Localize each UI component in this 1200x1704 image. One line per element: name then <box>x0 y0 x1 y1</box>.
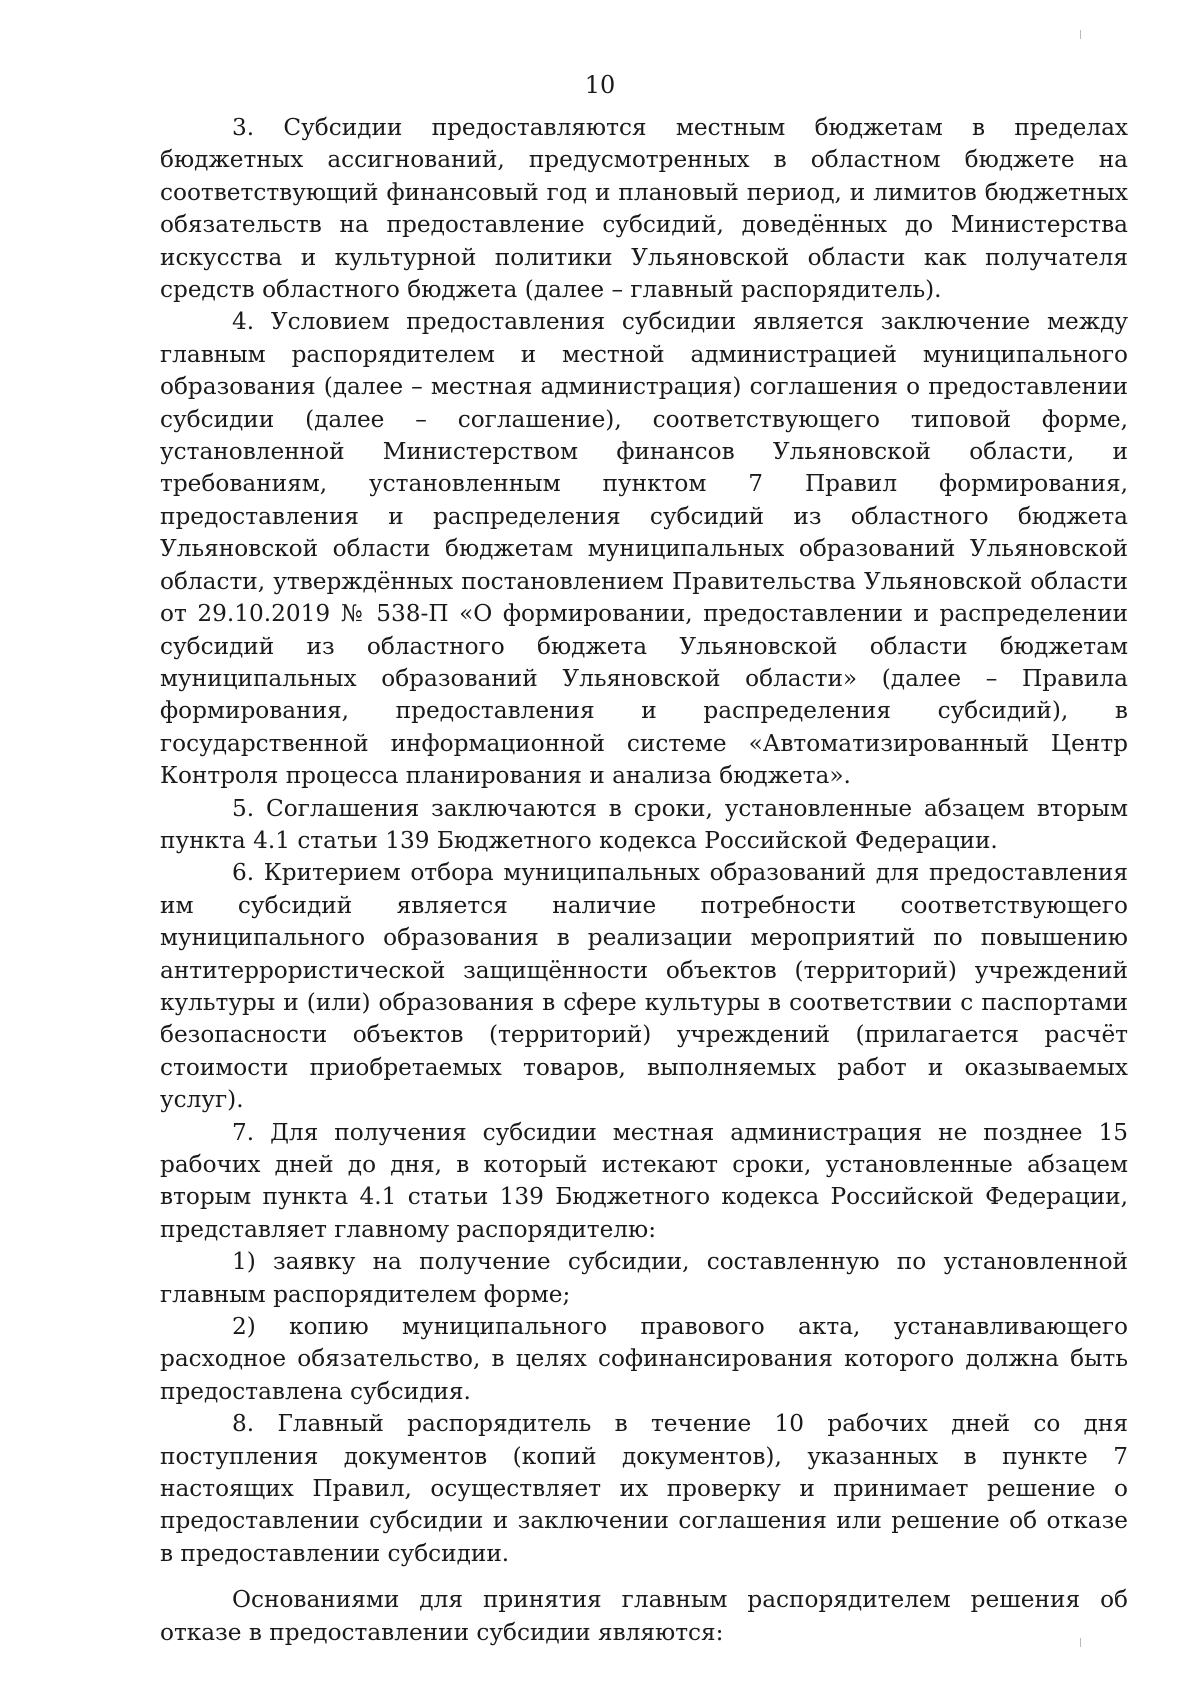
paragraph-4-agreement-condition: 4. Условием предоставления субсидии является заключение между главным распорядителем и местной администрацией муниципального образования (далее – местная администрация) соглашения о предоставлении субсидии (далее – соглашение), соответствующего типовой форме, установленной Министерством финансов Ульяновской области, и требованиям, установленным пунктом 7 Правил формирования, предоставления и распределения субсидий из областного бюджета Ульяновской области бюджетам муниципальных образований Ульяновской области, утверждённых постановлением Правительства Ульяновской области от 29.10.2019 № 538-П «О формировании, предоставлении и распределении субсидий из областного бюджета Ульяновской области бюджетам муниципальных образований Ульяновской области» (далее – Правила формирования, предоставления и распределения субсидий), в государственной информационной системе «Автоматизированный Центр Контроля процесса планирования и анализа бюджета». <box>160 308 1128 790</box>
scan-mark-top <box>1080 30 1081 39</box>
paragraph-5-agreement-terms: 5. Соглашения заключаются в сроки, установленные абзацем вторым пункта 4.1 статьи 139 Бюджетного кодекса Российской Федерации. <box>160 794 1128 854</box>
page-number: 10 <box>584 71 616 99</box>
paragraph-6-selection-criterion: 6. Критерием отбора муниципальных образований для предоставления им субсидий является наличие потребности соответствующего муниципального образования в реализации мероприятий по повышению антитеррористической защищённости объектов (территорий) учреждений культуры и (или) образования в сфере культуры в соответствии с паспортами безопасности объектов (территорий) учреждений (прилагается расчёт стоимости приобретаемых товаров, выполняемых работ и оказываемых услуг). <box>160 859 1128 1114</box>
list-item-application: 1) заявку на получение субсидии, составленную по установленной главным распорядителем форме; <box>160 1248 1128 1308</box>
list-item-legal-act-copy: 2) копию муниципального правового акта, устанавливающего расходное обязательство, в целях софинансирования которого должна быть предоставлена субсидия. <box>160 1313 1128 1405</box>
paragraph-7-documents-submission: 7. Для получения субсидии местная администрация не позднее 15 рабочих дней до дня, в который истекают сроки, установленные абзацем вторым пункта 4.1 статьи 139 Бюджетного кодекса Российской Федерации, представляет главному распорядителю: <box>160 1118 1128 1243</box>
paragraph-3-subsidy-limits: 3. Субсидии предоставляются местным бюджетам в пределах бюджетных ассигнований, предусмотренных в областном бюджете на соответствующий финансовый год и плановый период, и лимитов бюджетных обязательств на предоставление субсидий, доведённых до Министерства искусства и культурной политики Ульяновской области как получателя средств областного бюджета (далее – главный распорядитель). <box>160 114 1128 304</box>
document-body <box>160 112 1128 1649</box>
paragraph-8-review-decision: 8. Главный распорядитель в течение 10 рабочих дней со дня поступления документов (копий документов), указанных в пункте 7 настоящих Правил, осуществляет их проверку и принимает решение о предоставлении субсидии и заключении соглашения или решение об отказе в предоставлении субсидии. <box>160 1410 1128 1567</box>
paragraph-refusal-grounds: Основаниями для принятия главным распорядителем решения об отказе в предоставлении субсидии являются: <box>160 1586 1128 1646</box>
